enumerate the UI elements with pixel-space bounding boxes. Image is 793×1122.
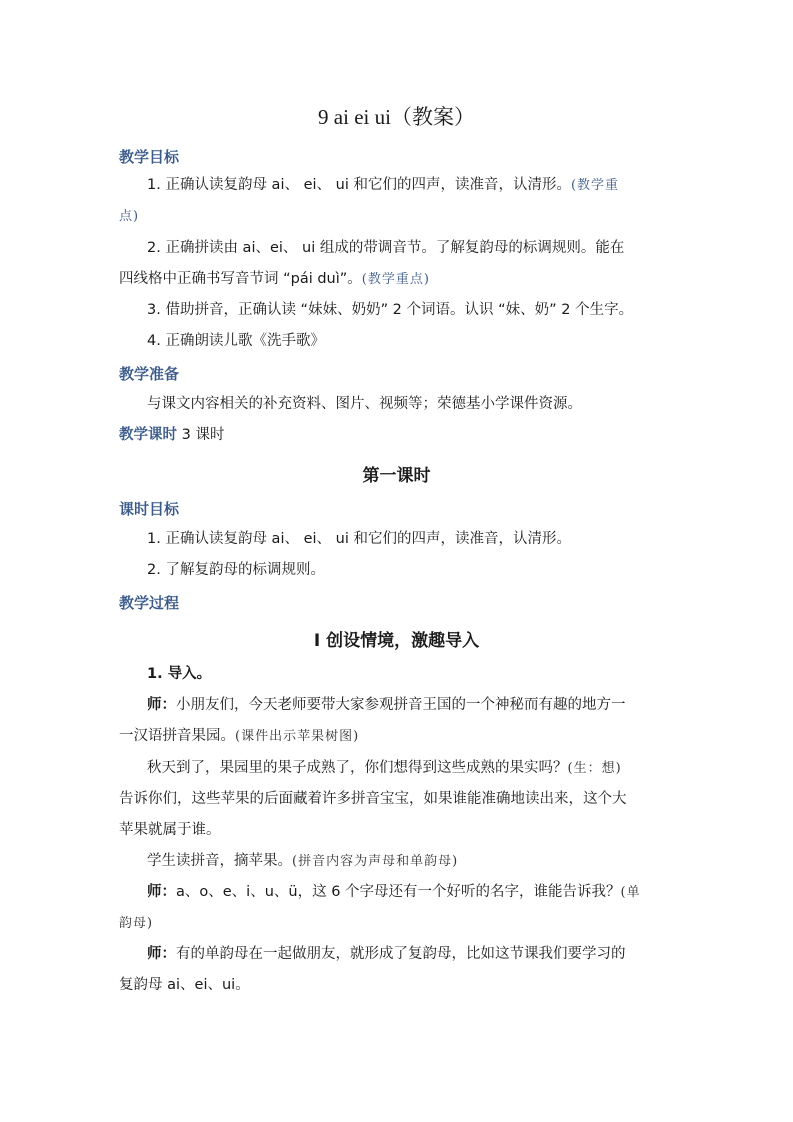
- teacher-label: 师：: [147, 946, 176, 962]
- para-1-text-cont: 一汉语拼音果园。: [119, 728, 235, 744]
- objective-1-note: (教学重: [570, 178, 620, 193]
- para-4-line2: [119, 913, 679, 934]
- section-1-heading: Ⅰ 创设情境，激趣导入: [313, 631, 480, 651]
- para-2-line1: [147, 758, 679, 779]
- para-3: [147, 851, 679, 872]
- lesson-goal-heading: 课时目标: [119, 500, 180, 518]
- para-4-note-end: 韵母): [119, 916, 154, 931]
- objectives-heading: 教学目标: [119, 148, 180, 166]
- objective-2-note: (教学重点): [361, 272, 430, 287]
- para-2-note: (生：想): [567, 761, 622, 776]
- para-3-text: 学生读拼音，摘苹果。: [147, 853, 292, 869]
- teacher-label: 师：: [147, 697, 176, 713]
- hours-line: [119, 425, 679, 445]
- lesson-goal-1: 1. 正确认读复韵母 ai、 ei、 ui 和它们的四声，读准音，认清形。: [147, 531, 571, 547]
- para-1-text: 小朋友们，今天老师要带大家参观拼音王国的一个神秘而有趣的地方一: [176, 697, 626, 713]
- objective-3: 3. 借助拼音，正确认读 “妹妹、奶奶” 2 个词语。认识 “妹、奶” 2 个生字。: [147, 302, 634, 318]
- para-5-text: 有的单韵母在一起做朋友，就形成了复韵母，比如这节课我们要学习的: [176, 946, 626, 962]
- preparation-text: 与课文内容相关的补充资料、图片、视频等；荣德基小学课件资源。: [147, 396, 582, 412]
- objective-4: 4. 正确朗读儿歌《洗手歌》: [147, 333, 325, 349]
- teacher-label: 师：: [147, 884, 176, 900]
- objective-1-note-cont: [119, 206, 679, 227]
- para-4-note: (单: [620, 885, 641, 900]
- para-1-line2: [119, 726, 679, 747]
- objective-1-text: 1. 正确认读复韵母 ai、 ei、 ui 和它们的四声，读准音，认清形。: [147, 177, 571, 193]
- para-5-line2: 复韵母 ai、ei、ui。: [119, 977, 250, 993]
- para-4-text: a、o、e、i、u、ü，这 6 个字母还有一个好听的名字，谁能告诉我？: [176, 884, 621, 900]
- process-heading: 教学过程: [119, 594, 180, 612]
- para-1-note: (课件出示苹果树图): [235, 729, 360, 744]
- para-2-line2: 告诉你们，这些苹果的后面藏着许多拼音宝宝，如果谁能准确地读出来，这个大: [119, 791, 627, 807]
- para-1-line1: [147, 695, 679, 715]
- hours-text: 3 课时: [181, 427, 225, 443]
- step-1: 1. 导入。: [147, 666, 212, 682]
- para-2-line3: 苹果就属于谁。: [119, 822, 221, 838]
- objective-2-line1: 2. 正确拼读由 ai、ei、 ui 组成的带调音节。了解复韵母的标调规则。能在: [147, 240, 625, 256]
- page-title: 9 ai ei ui（教案）: [318, 105, 475, 129]
- lesson1-heading: 第一课时: [362, 466, 431, 486]
- hours-heading: 教学课时: [119, 427, 177, 443]
- para-3-note: (拼音内容为声母和单韵母): [292, 854, 459, 869]
- objective-2-text: 四线格中正确书写音节词 “pái duì”。: [119, 271, 362, 287]
- lesson-goal-2: 2. 了解复韵母的标调规则。: [147, 562, 325, 578]
- para-4-line1: [147, 882, 679, 903]
- para-5-line1: [147, 944, 679, 964]
- objective-1-note-end: 点): [119, 209, 140, 224]
- objective-2-line2: [119, 269, 679, 290]
- para-2-text: 秋天到了，果园里的果子成熟了，你们想得到这些成熟的果实吗？: [147, 760, 568, 776]
- preparation-heading: 教学准备: [119, 365, 180, 383]
- objective-1: [147, 175, 679, 196]
